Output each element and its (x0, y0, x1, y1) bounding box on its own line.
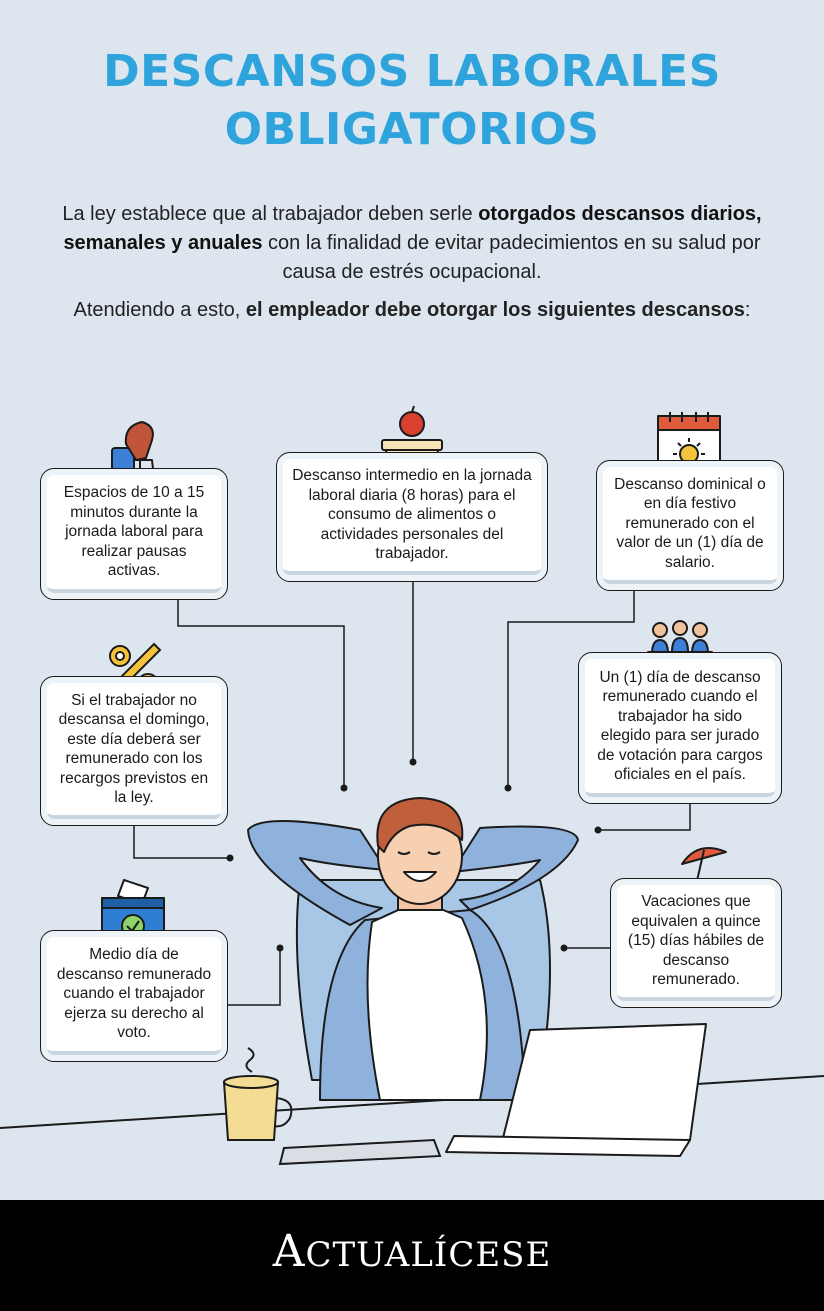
card-descanso-intermedio: Descanso intermedio en la jornada laboral diaria (8 horas) para el consumo de alimentos o actividades personales del trabajador. (276, 452, 548, 582)
connector-jurado (600, 803, 690, 830)
intro-text-a: La ley establece que al trabajador deben serle (62, 203, 479, 225)
intro2-text-bold: el empleador debe otorgar los siguientes descansos (245, 299, 745, 321)
tablet-illustration (280, 1140, 440, 1164)
title-line-2: OBLIGATORIOS (224, 104, 600, 155)
intro2-text-c: : (744, 299, 751, 321)
brand-logo (0, 1226, 824, 1277)
card-derecho-voto: Medio día de descanso remunerado cuando el trabajador ejerza su derecho al voto. (40, 930, 228, 1062)
intro-text-c: con la finalidad de evitar padecimientos en su salud por causa de estrés ocupacional. (262, 232, 761, 283)
coffee-mug-illustration (224, 1048, 291, 1140)
connector-domingo (134, 824, 228, 858)
card-vacaciones: Vacaciones que equivalen a quince (15) días hábiles de descanso remunerado. (610, 878, 782, 1008)
card-domingo-recargos: Si el trabajador no descansa el domingo, este día deberá ser remunerado con los recargos previstos en la ley. (40, 676, 228, 826)
card-jurado-votacion: Un (1) día de descanso remunerado cuando el trabajador ha sido elegido para ser jurado de votación para cargos oficiales en el país. (578, 652, 782, 804)
connector-voto (228, 950, 280, 1005)
title-line-1: DESCANSOS LABORALES (103, 46, 721, 97)
card-descanso-dominical: Descanso dominical o en día festivo remunerado con el valor de un (1) día de salario. (596, 460, 784, 591)
intro-text-bold: otorgados descansos diarios, semanales y anuales (63, 203, 762, 254)
brand-rest: CTUALÍCESE (305, 1235, 552, 1275)
intro2-text-a: Atendiendo a esto, (73, 299, 246, 321)
card-pausas-activas: Espacios de 10 a 15 minutos durante la jornada laboral para realizar pausas activas. (40, 468, 228, 600)
brand-first-letter: A (272, 1226, 306, 1277)
